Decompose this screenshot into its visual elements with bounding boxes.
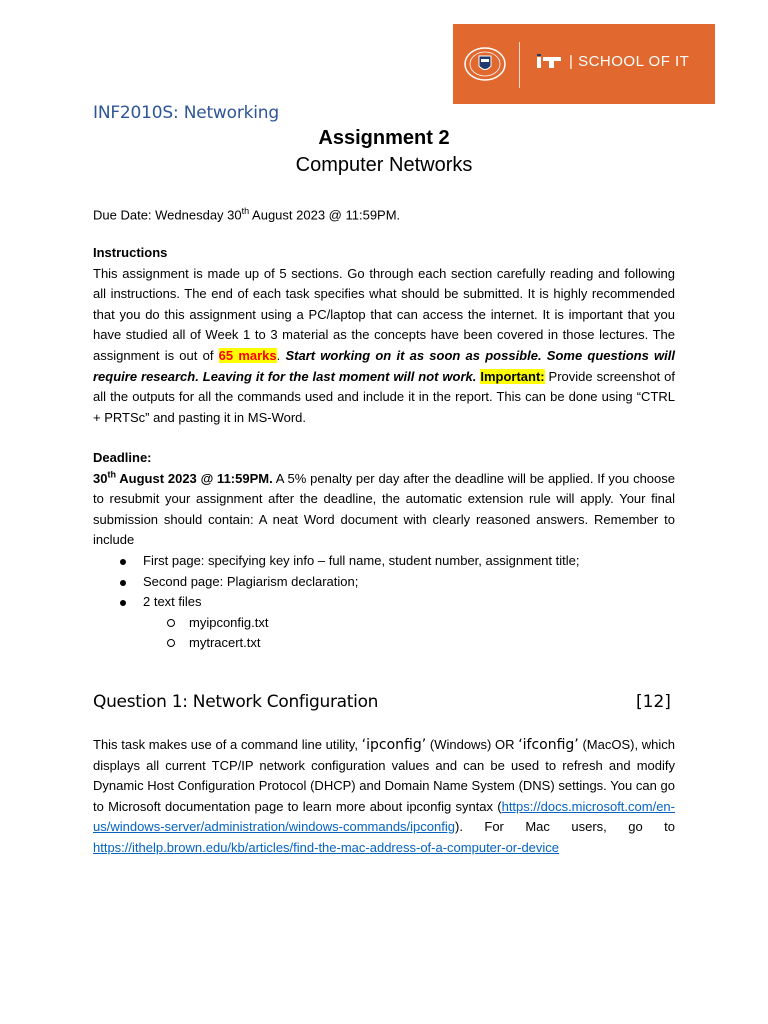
question-1-paragraph: This task makes use of a command line utility, ‘ipconfig’ (Windows) OR ‘ifconfig’ (MacOS), which displays all current TCP/IP network configuration values and can be used to refresh and modify Dynamic Host Configuration Protocol (DHCP) and Domain Name System (DNS) settings. You can go to Microsoft documentation page to learn more about ipconfig syntax (https://docs.microsoft.com/en-us/windows-server/administration/windows-commands/ipconfig). For Mac users, go to https://ithelp.brown.edu/kb/articles/find-the-mac-address-of-a-computer-or-device [93,737,676,855]
circle-bullet-icon [167,619,175,627]
course-code: INF2010S: Networking [93,103,279,123]
deadline-date: 30th August 2023 @ 11:59PM. [93,469,273,486]
bullet-icon [120,580,126,586]
submission-list [93,551,675,654]
sub-list-item: mytracert.txt [93,633,675,654]
bullet-icon [120,559,126,565]
instructions-emphasis: Start working on it as soon as possible. Some questions will require research. Leaving it for the last moment will not work. [93,347,675,384]
list-item: Second page: Plagiarism declaration; [93,572,675,593]
instructions-heading: Instructions [93,245,168,260]
ifconfig-command: ‘ifconfig’ [518,737,579,753]
school-of-it-label: | SCHOOL OF IT [569,53,690,70]
school-of-it-banner [453,24,715,104]
total-marks: 65 marks [218,347,277,363]
question-1-marks: [12] [636,692,671,712]
assignment-subtitle: Computer Networks [295,154,473,176]
banner-divider [519,42,520,88]
sub-list-item: myipconfig.txt [93,613,675,634]
bullet-icon [120,600,126,606]
it-logo-icon [537,54,563,70]
deadline-section [93,448,675,551]
circle-bullet-icon [167,639,175,647]
brown-mac-address-link[interactable]: https://ithelp.brown.edu/kb/articles/find-the-mac-address-of-a-computer-or-device [93,839,560,855]
deadline-heading: Deadline: [93,450,152,465]
list-item: 2 text files [93,592,675,613]
university-crest-icon [463,46,507,82]
due-date: Due Date: Wednesday 30th August 2023 @ 11:59PM. [93,206,401,223]
assignment-title: Assignment 2 [318,127,450,149]
question-1-title: Question 1: Network Configuration [93,692,379,712]
list-item: First page: specifying key info – full name, student number, assignment title; [93,551,675,572]
ipconfig-command: ‘ipconfig’ [361,737,427,753]
important-label: Important: [480,368,545,384]
instructions-section [93,243,675,428]
microsoft-ipconfig-link[interactable]: https://docs.microsoft.com/en-us/windows-server/administration/windows-commands/ipconfig [93,798,675,835]
deadline-paragraph: 30th August 2023 @ 11:59PM. A 5% penalty per day after the deadline will be applied. If you choose to resubmit your assignment after the deadline, the automatic extension rule will apply. Your final submission should contain: A neat Word document with clearly reasoned answers. Remember to include [93,469,675,548]
instructions-paragraph: This assignment is made up of 5 sections. Go through each section carefully reading and following all instructions. The end of each task specifies what should be submitted. It is highly recommended that you do this assignment using a PC/laptop that can access the internet. It is important that you have studied all of Week 1 to 3 material as the concepts have been covered in those lectures. The assignment is out of 65 marks. Start working on it as soon as possible. Some questions will require research. Leaving it for the last moment will not work. Important: Provide screenshot of all the outputs for all the commands used and include it in the report. This can be done using “CTRL + PRTSc” and pasting it in MS-Word. [93,265,675,425]
